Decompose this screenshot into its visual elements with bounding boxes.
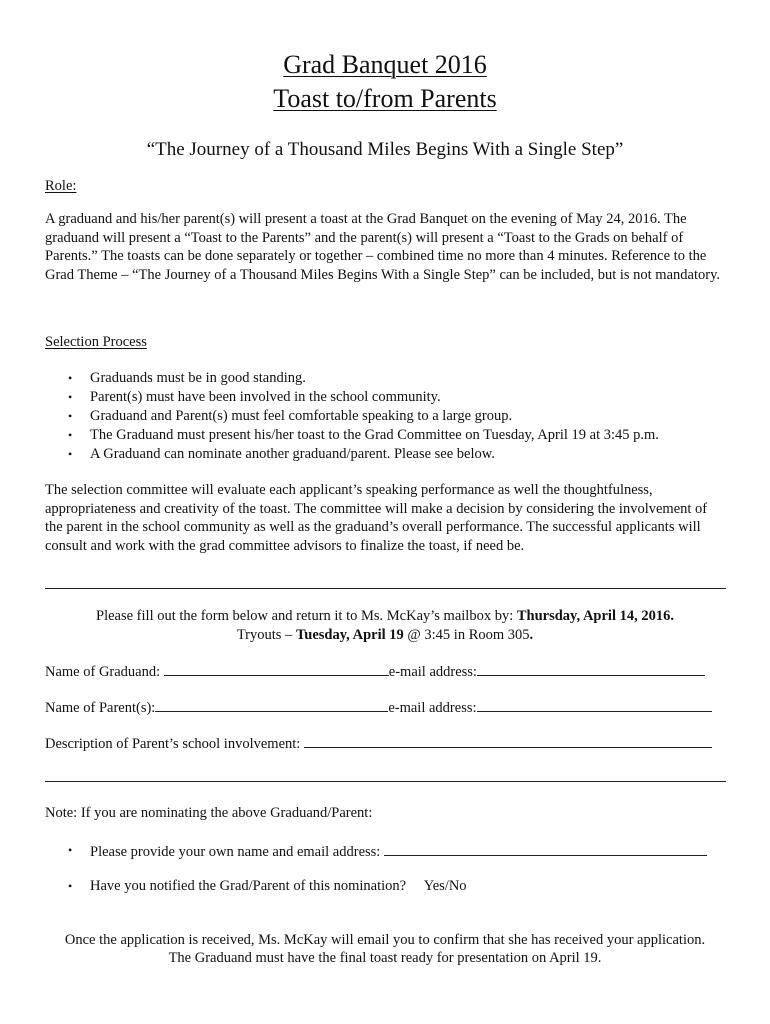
graduand-row — [45, 661, 725, 681]
parent-name-field[interactable] — [155, 697, 388, 712]
list-item — [45, 426, 725, 445]
nomination-note: Note: If you are nominating the above Graduand/Parent: — [45, 805, 373, 821]
selection-process-heading: Selection Process — [45, 334, 147, 350]
graduand-email-label: e-mail address: — [388, 664, 477, 680]
involvement-label: Description of Parent’s school involvement: — [45, 736, 304, 752]
graduand-email-field[interactable] — [477, 661, 705, 676]
theme-quote: “The Journey of a Thousand Miles Begins With a Single Step” — [146, 139, 624, 160]
confirmation-note: Once the application is received, Ms. McKay will email you to confirm that she has received your application. — [64, 932, 706, 948]
role-heading: Role: — [45, 178, 77, 194]
final-toast-note: The Graduand must have the final toast ready for presentation on April 19. — [168, 950, 602, 966]
tryout-info — [0, 626, 770, 645]
tryout-period: . — [529, 627, 534, 643]
bullet-icon: • — [68, 409, 73, 423]
parent-email-label: e-mail address: — [388, 700, 477, 716]
graduand-name-field[interactable] — [164, 661, 389, 676]
tryout-date: Tuesday, April 19 — [295, 627, 404, 643]
bullet-icon: • — [68, 447, 73, 461]
list-item — [45, 369, 725, 388]
nominator-contact-label: Please provide your own name and email address: — [90, 844, 384, 860]
bullet-icon: • — [68, 843, 73, 857]
criterion-text: A Graduand can nominate another graduand/parent. Please see below. — [90, 446, 495, 462]
bullet-icon: • — [68, 390, 73, 404]
tryout-prefix: Tryouts – — [236, 627, 296, 643]
selection-criteria-list — [45, 369, 725, 464]
role-description: A graduand and his/her parent(s) will present a toast at the Grad Banquet on the evening of May 24, 2016. The graduand will present a “Toast to the Parents” and the parent(s) will present a “Toast to the Grads on behalf of Parents.” The toasts can be done separately or together – combined time no more than 4 minutes. Reference to the Grad Theme – “The Journey of a Thousand Miles Begins With a Single Step” can be included, but is not mandatory. — [45, 211, 721, 283]
nomination-notified-question: Have you notified the Grad/Parent of this nomination? Yes/No — [90, 878, 467, 894]
tryout-time-room: @ 3:45 in Room 305 — [403, 627, 530, 643]
criterion-text: Parent(s) must have been involved in the school community. — [90, 389, 441, 405]
graduand-name-label: Name of Graduand: — [45, 664, 164, 680]
document-subtitle: Toast to/from Parents — [273, 84, 497, 113]
list-item — [45, 445, 725, 464]
nomination-contact-row — [90, 841, 707, 861]
criterion-text: Graduand and Parent(s) must feel comfortable speaking to a large group. — [90, 408, 513, 424]
criterion-text: The Graduand must present his/her toast to the Grad Committee on Tuesday, April 19 at 3:45 p.m. — [90, 427, 659, 443]
return-deadline: Thursday, April 14, 2016. — [516, 608, 674, 624]
section-divider — [45, 588, 726, 589]
criterion-text: Graduands must be in good standing. — [90, 370, 306, 386]
involvement-row — [45, 733, 725, 753]
list-item — [45, 407, 725, 426]
return-instructions — [0, 607, 770, 626]
involvement-field[interactable] — [304, 733, 712, 748]
selection-description: The selection committee will evaluate each applicant’s speaking performance as well the thoughtfulness, appropriateness and creativity of the toast. The committee will make a decision by considering the involvement of the parent in the school community as well as the graduand’s overall performance. The successful applicants will consult and work with the grad committee advisors to finalize the toast, if need be. — [45, 482, 708, 554]
list-item — [45, 388, 725, 407]
bullet-icon: • — [68, 879, 73, 893]
nominator-contact-field[interactable] — [384, 841, 707, 856]
return-instructions-text: Please fill out the form below and return it to Ms. McKay’s mailbox by: — [96, 608, 517, 624]
parent-name-label: Name of Parent(s): — [45, 700, 156, 716]
bullet-icon: • — [68, 428, 73, 442]
document-title: Grad Banquet 2016 — [283, 50, 487, 79]
parent-email-field[interactable] — [477, 697, 712, 712]
parent-row — [45, 697, 725, 717]
bullet-icon: • — [68, 371, 73, 385]
involvement-field-continuation[interactable] — [45, 781, 726, 782]
